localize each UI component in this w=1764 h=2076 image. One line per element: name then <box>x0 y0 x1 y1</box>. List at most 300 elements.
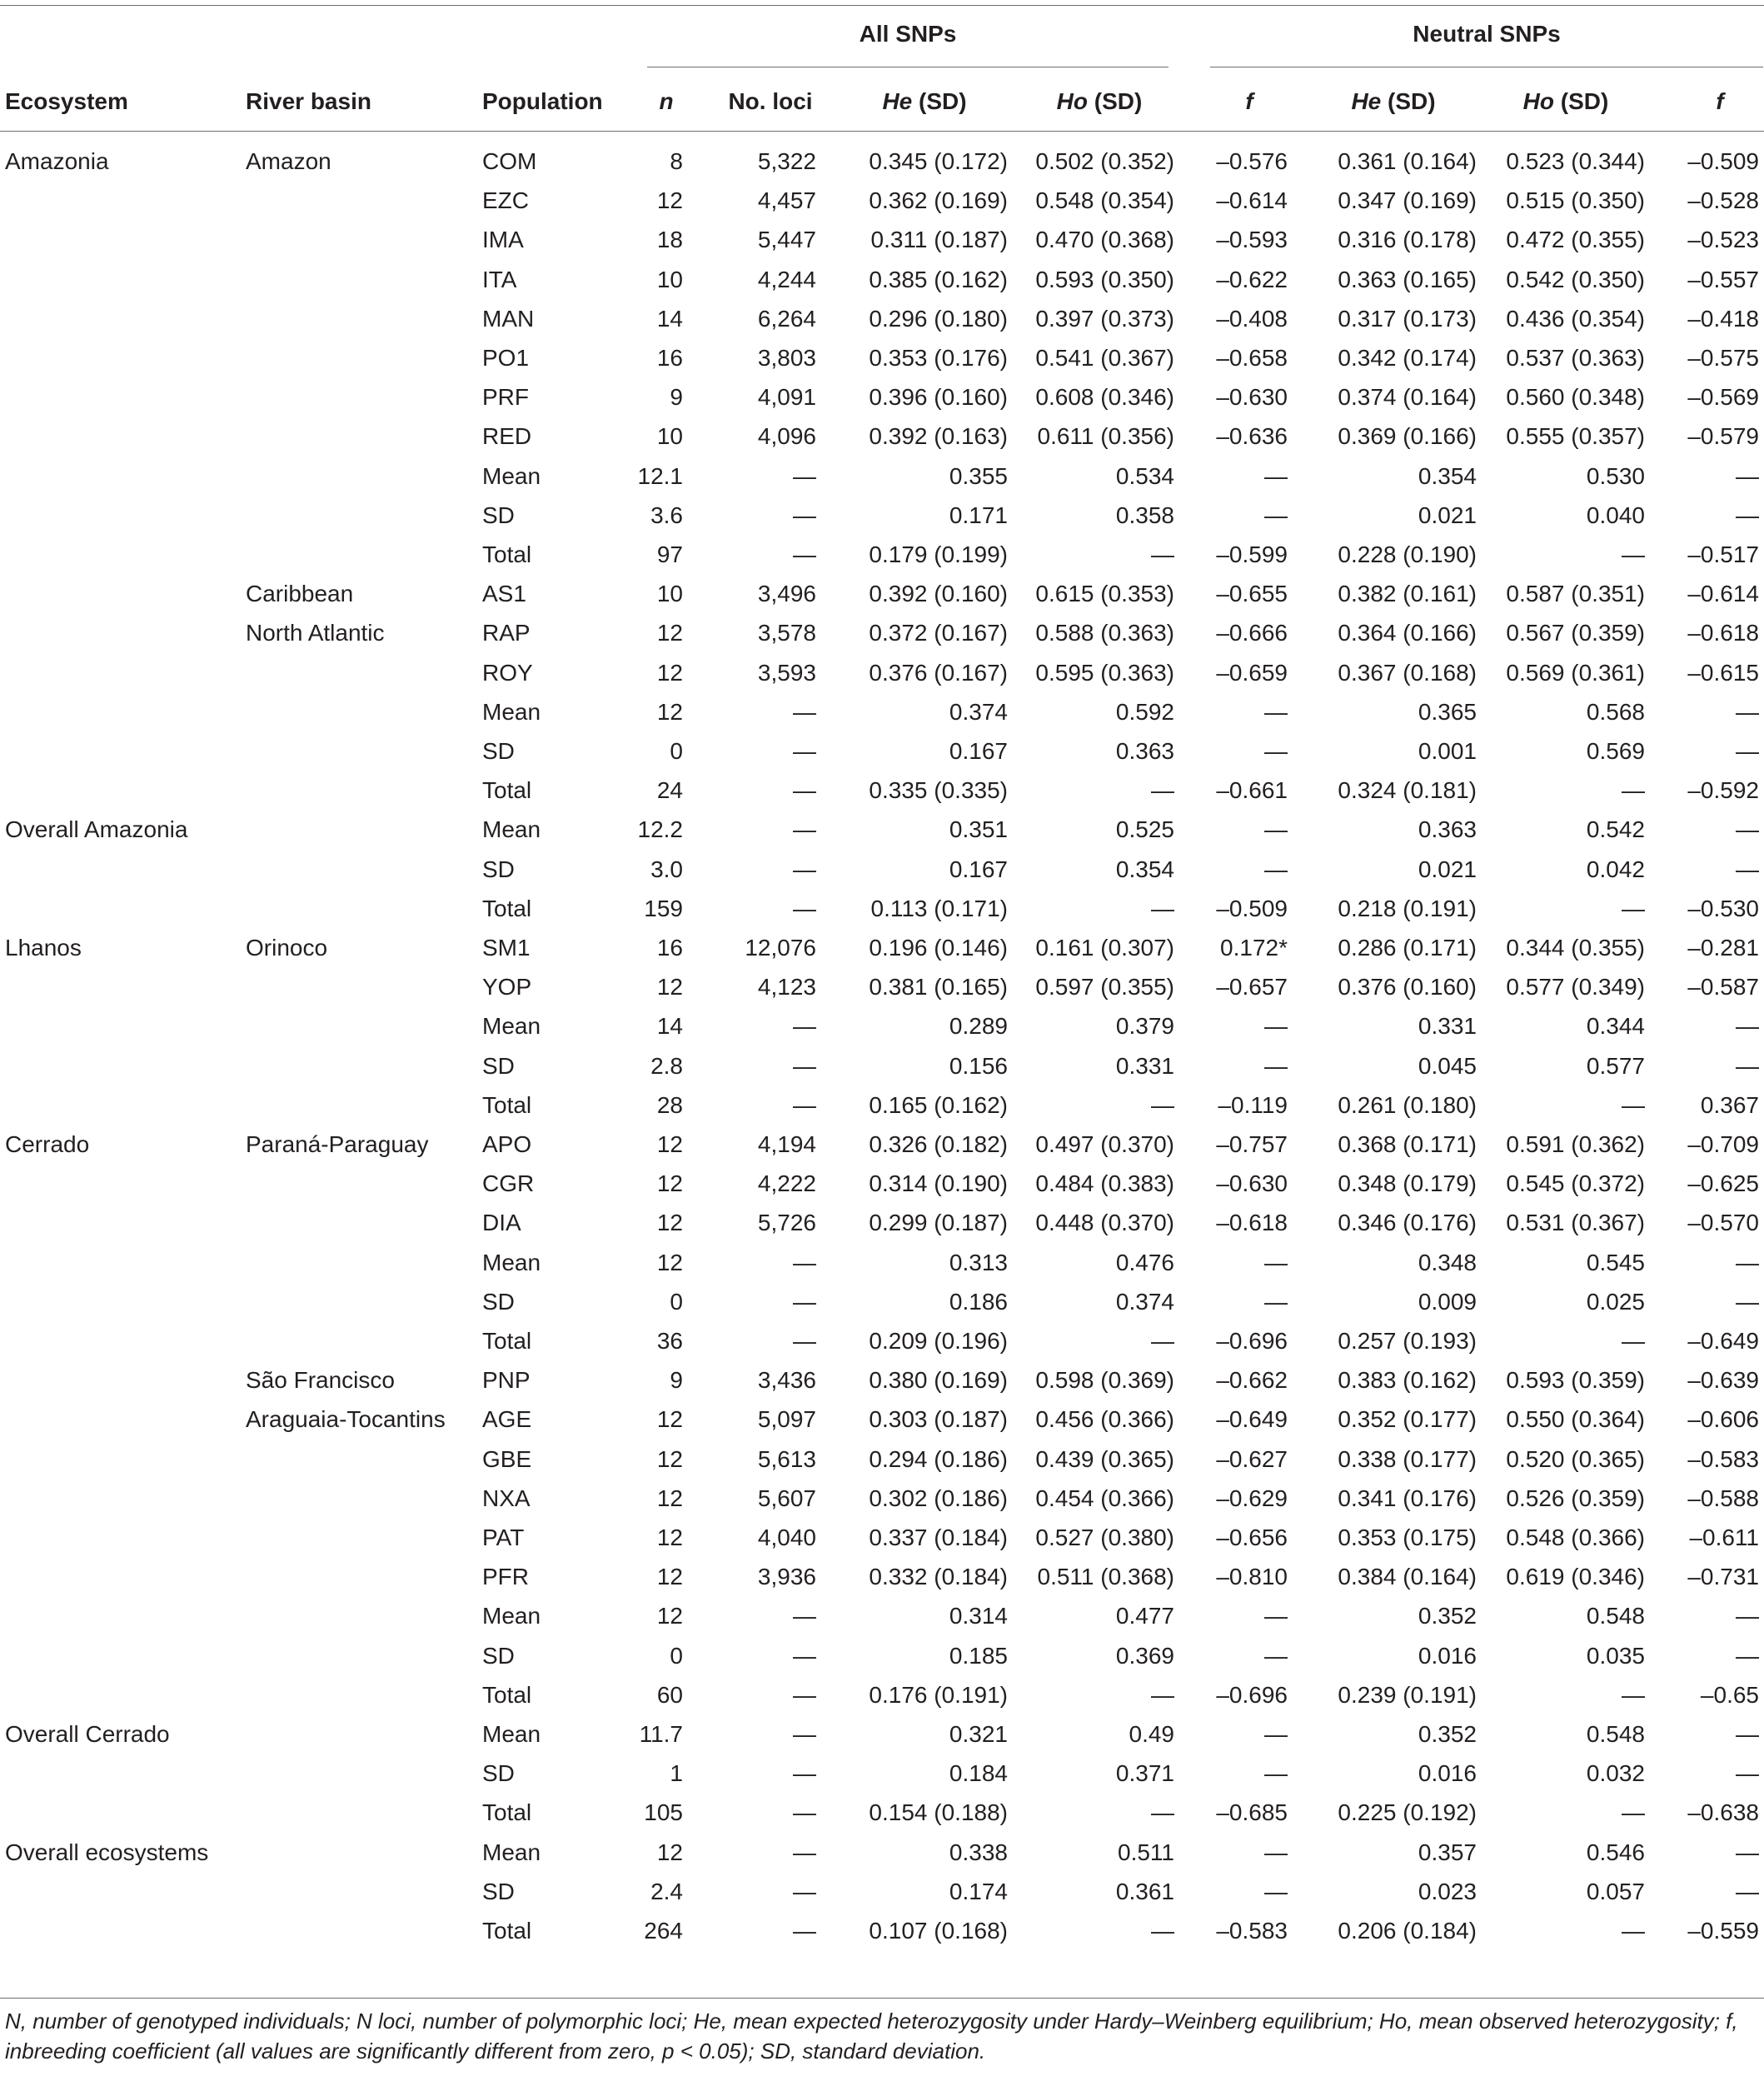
he-neutral-cell: 0.357 <box>1418 1839 1477 1865</box>
table-row <box>0 929 1764 968</box>
n-cell: 12.2 <box>637 816 683 843</box>
he-neutral-cell: 0.347 (0.169) <box>1338 187 1477 214</box>
n-cell: 2.8 <box>650 1052 683 1079</box>
loci-cell: 5,097 <box>757 1406 816 1433</box>
ho-all-cell: 0.502 (0.352) <box>1035 148 1174 174</box>
he-all-cell: 0.113 (0.171) <box>870 895 1008 921</box>
ho-all-cell: 0.597 (0.355) <box>1035 974 1174 1001</box>
he-neutral-cell: 0.365 <box>1418 698 1477 725</box>
ho-all-cell: 0.592 <box>1115 698 1174 725</box>
loci-cell: — <box>793 1721 816 1747</box>
table-row <box>0 1558 1764 1597</box>
loci-cell: — <box>793 816 816 843</box>
f-all-cell: –0.696 <box>1216 1328 1288 1354</box>
ho-neutral-cell: 0.568 <box>1586 698 1645 725</box>
population-cell: Total <box>482 895 532 921</box>
ho-neutral-cell: 0.531 (0.367) <box>1506 1210 1645 1236</box>
table-row <box>0 1519 1764 1558</box>
header-n: n <box>659 88 674 114</box>
n-cell: 0 <box>670 1642 683 1669</box>
f-neutral-cell: –0.615 <box>1687 659 1759 686</box>
population-cell: SD <box>482 1878 515 1904</box>
loci-cell: — <box>793 502 816 528</box>
loci-cell: — <box>793 1681 816 1708</box>
he-all-cell: 0.374 <box>949 698 1008 725</box>
f-all-cell: –0.509 <box>1216 895 1288 921</box>
n-cell: 9 <box>670 384 683 411</box>
population-cell: Total <box>482 1091 532 1118</box>
f-all-cell: –0.666 <box>1216 620 1288 646</box>
loci-cell: 3,803 <box>757 345 816 371</box>
population-cell: Mean <box>482 1839 541 1865</box>
river-basin-cell: Orinoco <box>246 935 328 961</box>
ho-neutral-cell: 0.567 (0.359) <box>1506 620 1645 646</box>
header-ho-all: Ho (SD) <box>1056 88 1143 114</box>
ho-neutral-cell: 0.542 (0.350) <box>1506 266 1645 292</box>
he-all-cell: 0.299 (0.187) <box>869 1210 1008 1236</box>
ho-all-cell: 0.358 <box>1115 502 1174 528</box>
population-cell: ITA <box>482 266 517 292</box>
f-all-cell: –0.408 <box>1216 305 1288 332</box>
f-all-cell: –0.593 <box>1216 227 1288 253</box>
header-he-all: He (SD) <box>882 88 967 114</box>
he-all-cell: 0.289 <box>949 1013 1008 1040</box>
n-cell: 2.4 <box>650 1878 683 1904</box>
f-neutral-cell: –0.731 <box>1687 1564 1759 1590</box>
ho-all-cell: — <box>1151 1091 1174 1118</box>
he-all-cell: 0.156 <box>949 1052 1008 1079</box>
top-rule <box>0 5 1764 6</box>
population-cell: Mean <box>482 698 541 725</box>
f-all-cell: –0.630 <box>1216 384 1288 411</box>
n-cell: 12 <box>656 1210 683 1236</box>
table-row <box>0 1165 1764 1204</box>
f-neutral-cell: –0.559 <box>1687 1918 1759 1944</box>
f-all-cell: –0.614 <box>1216 187 1288 214</box>
n-cell: 36 <box>656 1328 683 1354</box>
he-neutral-cell: 0.348 (0.179) <box>1338 1170 1477 1197</box>
ho-all-cell: 0.470 (0.368) <box>1035 227 1174 253</box>
ho-all-cell: 0.497 (0.370) <box>1035 1131 1174 1157</box>
f-neutral-cell: — <box>1736 816 1759 843</box>
population-cell: PO1 <box>482 345 530 371</box>
ho-neutral-cell: 0.560 (0.348) <box>1506 384 1645 411</box>
n-cell: 12 <box>656 974 683 1001</box>
loci-cell: 5,322 <box>757 148 816 174</box>
table-row <box>0 1754 1764 1794</box>
n-cell: 12 <box>656 1131 683 1157</box>
he-neutral-cell: 0.363 <box>1418 816 1477 843</box>
table-row <box>0 221 1764 260</box>
population-cell: Total <box>482 777 532 804</box>
ho-all-cell: 0.593 (0.350) <box>1035 266 1174 292</box>
n-cell: 12 <box>656 187 683 214</box>
loci-cell: — <box>793 738 816 764</box>
population-cell: Total <box>482 1681 532 1708</box>
f-all-cell: –0.696 <box>1216 1681 1288 1708</box>
f-all-cell: — <box>1264 502 1288 528</box>
ho-neutral-cell: 0.472 (0.355) <box>1506 227 1645 253</box>
f-all-cell: — <box>1264 1878 1288 1904</box>
population-cell: NXA <box>482 1485 531 1511</box>
f-all-cell: –0.599 <box>1216 541 1288 567</box>
population-cell: SD <box>482 856 515 882</box>
population-cell: Total <box>482 1328 532 1354</box>
f-all-cell: –0.657 <box>1216 974 1288 1001</box>
table-row <box>0 457 1764 497</box>
ho-all-cell: 0.354 <box>1115 856 1174 882</box>
f-all-cell: — <box>1264 1603 1288 1629</box>
ho-neutral-cell: — <box>1622 1799 1645 1826</box>
he-neutral-cell: 0.368 (0.171) <box>1338 1131 1477 1157</box>
he-all-cell: 0.303 (0.187) <box>869 1406 1008 1433</box>
ecosystem-cell: Lhanos <box>5 935 82 961</box>
f-neutral-cell: –0.639 <box>1687 1367 1759 1394</box>
f-all-cell: — <box>1264 856 1288 882</box>
loci-cell: — <box>793 1288 816 1315</box>
ho-neutral-cell: 0.042 <box>1586 856 1645 882</box>
table-row <box>0 339 1764 378</box>
he-neutral-cell: 0.261 (0.180) <box>1338 1091 1477 1118</box>
population-cell: AS1 <box>482 581 526 607</box>
he-all-cell: 0.311 (0.187) <box>870 227 1008 253</box>
he-all-cell: 0.314 <box>949 1603 1008 1629</box>
f-neutral-cell: –0.588 <box>1687 1485 1759 1511</box>
ho-all-cell: — <box>1151 895 1174 921</box>
table-row <box>0 497 1764 536</box>
table-row <box>0 1912 1764 1951</box>
loci-cell: — <box>793 1328 816 1354</box>
population-cell: Mean <box>482 462 541 489</box>
f-neutral-cell: –0.709 <box>1687 1131 1759 1157</box>
population-cell: EZC <box>482 187 529 214</box>
population-cell: COM <box>482 148 537 174</box>
f-all-cell: –0.119 <box>1218 1091 1288 1118</box>
table-row <box>0 1125 1764 1165</box>
f-neutral-cell: –0.65 <box>1700 1681 1759 1708</box>
he-neutral-cell: 0.021 <box>1418 856 1477 882</box>
loci-cell: — <box>793 1760 816 1787</box>
loci-cell: 4,123 <box>757 974 816 1001</box>
ecosystem-cell: Overall ecosystems <box>5 1839 209 1865</box>
table-row <box>0 851 1764 890</box>
n-cell: 11.7 <box>639 1721 683 1747</box>
ho-neutral-cell: 0.515 (0.350) <box>1506 187 1645 214</box>
n-cell: 12 <box>656 1839 683 1865</box>
ho-neutral-cell: 0.520 (0.365) <box>1506 1445 1645 1472</box>
header-population: Population <box>482 88 603 114</box>
f-neutral-cell: –0.611 <box>1689 1525 1759 1550</box>
ho-all-cell: — <box>1151 1681 1174 1708</box>
n-cell: 12 <box>656 1170 683 1197</box>
he-neutral-cell: 0.352 <box>1418 1721 1477 1747</box>
population-cell: DIA <box>482 1210 521 1236</box>
he-all-cell: 0.154 (0.188) <box>869 1799 1008 1826</box>
population-cell: ROY <box>482 659 533 686</box>
ho-all-cell: 0.598 (0.369) <box>1035 1367 1174 1394</box>
he-all-cell: 0.314 (0.190) <box>869 1170 1008 1197</box>
ho-all-cell: — <box>1151 777 1174 804</box>
ho-neutral-cell: 0.593 (0.359) <box>1506 1367 1645 1394</box>
all-snps-header: All SNPs <box>859 21 957 47</box>
loci-cell: 4,091 <box>757 384 816 411</box>
he-neutral-cell: 0.206 (0.184) <box>1338 1918 1477 1944</box>
header-f-all: f <box>1245 88 1253 114</box>
ho-neutral-cell: 0.025 <box>1586 1288 1645 1315</box>
he-all-cell: 0.335 (0.335) <box>869 777 1008 804</box>
population-cell: PNP <box>482 1367 531 1394</box>
he-all-cell: 0.337 (0.184) <box>869 1525 1008 1550</box>
f-neutral-cell: –0.517 <box>1687 541 1759 567</box>
he-neutral-cell: 0.342 (0.174) <box>1338 345 1477 371</box>
ho-neutral-cell: 0.591 (0.362) <box>1506 1131 1645 1157</box>
header-he-neutral: He (SD) <box>1351 88 1436 114</box>
ho-all-cell: — <box>1151 1328 1174 1354</box>
header-rule <box>0 131 1764 132</box>
table-row <box>0 1480 1764 1519</box>
f-neutral-cell: — <box>1736 1878 1759 1904</box>
table-row <box>0 732 1764 771</box>
f-all-cell: –0.629 <box>1216 1485 1288 1511</box>
ho-all-cell: — <box>1151 1799 1174 1826</box>
f-all-cell: –0.658 <box>1216 345 1288 371</box>
ho-all-cell: 0.511 (0.368) <box>1037 1564 1174 1590</box>
n-cell: 60 <box>656 1681 683 1708</box>
ho-neutral-cell: — <box>1622 1091 1645 1118</box>
n-cell: 3.0 <box>650 856 683 882</box>
population-cell: PFR <box>482 1564 529 1590</box>
ho-neutral-cell: 0.577 <box>1586 1052 1645 1079</box>
ho-all-cell: 0.161 (0.307) <box>1035 935 1174 961</box>
loci-cell: — <box>793 1878 816 1904</box>
he-neutral-cell: 0.218 (0.191) <box>1338 895 1477 921</box>
loci-cell: 4,096 <box>757 423 816 450</box>
f-all-cell: — <box>1264 1642 1288 1669</box>
loci-cell: — <box>793 1918 816 1944</box>
table-row <box>0 614 1764 653</box>
he-neutral-cell: 0.382 (0.161) <box>1338 581 1477 607</box>
f-neutral-cell: –0.618 <box>1687 620 1759 646</box>
table-row <box>0 1322 1764 1361</box>
population-cell: CGR <box>482 1170 535 1197</box>
f-neutral-cell: –0.509 <box>1687 148 1759 174</box>
f-neutral-cell: –0.418 <box>1687 305 1759 332</box>
n-cell: 0 <box>670 1288 683 1315</box>
table-row <box>0 1637 1764 1676</box>
loci-cell: 4,457 <box>757 187 816 214</box>
ho-neutral-cell: — <box>1622 777 1645 804</box>
f-neutral-cell: — <box>1736 1603 1759 1629</box>
n-cell: 12.1 <box>637 462 683 489</box>
n-cell: 105 <box>644 1799 683 1826</box>
f-all-cell: –0.656 <box>1216 1525 1288 1550</box>
ho-neutral-cell: — <box>1622 1681 1645 1708</box>
he-neutral-cell: 0.257 (0.193) <box>1338 1328 1477 1354</box>
table-row <box>0 142 1764 182</box>
he-all-cell: 0.167 <box>949 856 1008 882</box>
f-neutral-cell: –0.587 <box>1687 974 1759 1001</box>
he-neutral-cell: 0.341 (0.176) <box>1338 1485 1477 1511</box>
f-all-cell: –0.627 <box>1216 1445 1288 1472</box>
he-all-cell: 0.176 (0.191) <box>869 1681 1008 1708</box>
table-row <box>0 1400 1764 1440</box>
f-all-cell: –0.810 <box>1216 1564 1288 1590</box>
table-row <box>0 811 1764 850</box>
f-neutral-cell: –0.523 <box>1687 227 1759 253</box>
n-cell: 12 <box>656 1445 683 1472</box>
f-neutral-cell: –0.528 <box>1687 187 1759 214</box>
f-neutral-cell: –0.583 <box>1687 1445 1759 1472</box>
table-row <box>0 890 1764 929</box>
table-row <box>0 1047 1764 1086</box>
f-all-cell: — <box>1264 698 1288 725</box>
he-neutral-cell: 0.001 <box>1418 738 1477 764</box>
population-cell: GBE <box>482 1445 532 1472</box>
loci-cell: — <box>793 698 816 725</box>
he-neutral-cell: 0.023 <box>1418 1878 1477 1904</box>
he-neutral-cell: 0.364 (0.166) <box>1338 620 1477 646</box>
he-all-cell: 0.296 (0.180) <box>869 305 1008 332</box>
he-all-cell: 0.332 (0.184) <box>869 1564 1008 1590</box>
f-neutral-cell: — <box>1736 1721 1759 1747</box>
he-neutral-cell: 0.369 (0.166) <box>1338 423 1477 450</box>
he-neutral-cell: 0.324 (0.181) <box>1338 777 1477 804</box>
f-all-cell: — <box>1264 1052 1288 1079</box>
table-row <box>0 1244 1764 1283</box>
n-cell: 10 <box>656 423 683 450</box>
f-all-cell: — <box>1264 816 1288 843</box>
he-all-cell: 0.167 <box>949 738 1008 764</box>
f-neutral-cell: –0.649 <box>1687 1328 1759 1354</box>
f-neutral-cell: –0.557 <box>1687 266 1759 292</box>
he-neutral-cell: 0.317 (0.173) <box>1338 305 1477 332</box>
table-row <box>0 1204 1764 1243</box>
table-row <box>0 300 1764 339</box>
f-neutral-cell: — <box>1736 1288 1759 1315</box>
he-neutral-cell: 0.346 (0.176) <box>1338 1210 1477 1236</box>
n-cell: 264 <box>644 1918 683 1944</box>
he-all-cell: 0.313 <box>949 1249 1008 1275</box>
ho-neutral-cell: — <box>1622 1918 1645 1944</box>
loci-cell: — <box>793 1642 816 1669</box>
n-cell: 16 <box>656 935 683 961</box>
ho-neutral-cell: — <box>1622 541 1645 567</box>
population-cell: SD <box>482 1760 515 1787</box>
n-cell: 18 <box>656 227 683 253</box>
f-neutral-cell: –0.614 <box>1687 581 1759 607</box>
he-all-cell: 0.385 (0.162) <box>869 266 1008 292</box>
table-row <box>0 1676 1764 1715</box>
table-row <box>0 1597 1764 1636</box>
loci-cell: 3,593 <box>757 659 816 686</box>
population-cell: SD <box>482 738 515 764</box>
he-all-cell: 0.196 (0.146) <box>869 935 1008 961</box>
n-cell: 10 <box>656 266 683 292</box>
he-neutral-cell: 0.348 <box>1418 1249 1477 1275</box>
he-neutral-cell: 0.316 (0.178) <box>1338 227 1477 253</box>
ho-neutral-cell: 0.344 (0.355) <box>1506 935 1645 961</box>
f-all-cell: –0.630 <box>1216 1170 1288 1197</box>
table-row <box>0 1873 1764 1912</box>
n-cell: 159 <box>644 895 683 921</box>
loci-cell: 4,244 <box>757 266 816 292</box>
ho-all-cell: 0.397 (0.373) <box>1035 305 1174 332</box>
ho-all-cell: 0.484 (0.383) <box>1035 1170 1174 1197</box>
ho-neutral-cell: 0.530 <box>1586 462 1645 489</box>
he-all-cell: 0.302 (0.186) <box>869 1485 1008 1511</box>
n-cell: 12 <box>656 620 683 646</box>
loci-cell: 3,436 <box>757 1367 816 1394</box>
he-all-cell: 0.179 (0.199) <box>869 541 1008 567</box>
population-cell: RED <box>482 423 532 450</box>
f-neutral-cell: — <box>1736 738 1759 764</box>
f-all-cell: –0.757 <box>1216 1131 1288 1157</box>
f-neutral-cell: — <box>1736 462 1759 489</box>
f-neutral-cell: –0.570 <box>1687 1210 1759 1236</box>
population-cell: YOP <box>482 974 532 1001</box>
n-cell: 12 <box>656 1485 683 1511</box>
f-neutral-cell: 0.367 <box>1700 1091 1759 1118</box>
he-neutral-cell: 0.383 (0.162) <box>1338 1367 1477 1394</box>
ho-all-cell: 0.541 (0.367) <box>1035 345 1174 371</box>
f-neutral-cell: –0.569 <box>1687 384 1759 411</box>
table-row <box>0 378 1764 417</box>
ho-neutral-cell: 0.619 (0.346) <box>1506 1564 1645 1590</box>
he-neutral-cell: 0.376 (0.160) <box>1338 974 1477 1001</box>
he-all-cell: 0.171 <box>949 502 1008 528</box>
n-cell: 10 <box>656 581 683 607</box>
ho-neutral-cell: 0.436 (0.354) <box>1506 305 1645 332</box>
table-row <box>0 1440 1764 1480</box>
f-neutral-cell: — <box>1736 1052 1759 1079</box>
f-all-cell: –0.576 <box>1216 148 1288 174</box>
f-all-cell: –0.636 <box>1216 423 1288 450</box>
table-row <box>0 1086 1764 1125</box>
he-neutral-cell: 0.352 <box>1418 1603 1477 1629</box>
he-neutral-cell: 0.363 (0.165) <box>1338 266 1477 292</box>
river-basin-cell: North Atlantic <box>246 620 385 646</box>
he-neutral-cell: 0.016 <box>1418 1760 1477 1787</box>
f-all-cell: — <box>1264 1839 1288 1865</box>
ho-all-cell: 0.527 (0.380) <box>1035 1525 1174 1550</box>
population-cell: SM1 <box>482 935 531 961</box>
ho-all-cell: 0.454 (0.366) <box>1035 1485 1174 1511</box>
f-all-cell: –0.661 <box>1216 777 1288 804</box>
ho-all-cell: 0.534 <box>1115 462 1174 489</box>
f-all-cell: — <box>1264 1721 1288 1747</box>
ho-neutral-cell: 0.526 (0.359) <box>1506 1485 1645 1511</box>
he-all-cell: 0.351 <box>949 816 1008 843</box>
table-row <box>0 417 1764 457</box>
ho-neutral-cell: 0.537 (0.363) <box>1506 345 1645 371</box>
population-cell: IMA <box>482 227 524 253</box>
f-all-cell: — <box>1264 1249 1288 1275</box>
he-all-cell: 0.345 (0.172) <box>869 148 1008 174</box>
ho-neutral-cell: 0.550 (0.364) <box>1506 1406 1645 1433</box>
n-cell: 3.6 <box>650 502 683 528</box>
he-neutral-cell: 0.009 <box>1418 1288 1477 1315</box>
n-cell: 12 <box>656 1406 683 1433</box>
river-basin-cell: Amazon <box>246 148 331 174</box>
ho-all-cell: 0.611 (0.356) <box>1037 423 1174 450</box>
loci-cell: — <box>793 1052 816 1079</box>
header-ho-neutral: Ho (SD) <box>1522 88 1609 114</box>
ho-neutral-cell: 0.035 <box>1586 1642 1645 1669</box>
header-ecosystem: Ecosystem <box>5 88 128 114</box>
table-row <box>0 1361 1764 1400</box>
ho-all-cell: 0.525 <box>1115 816 1174 843</box>
ecosystem-cell: Overall Cerrado <box>5 1721 170 1747</box>
